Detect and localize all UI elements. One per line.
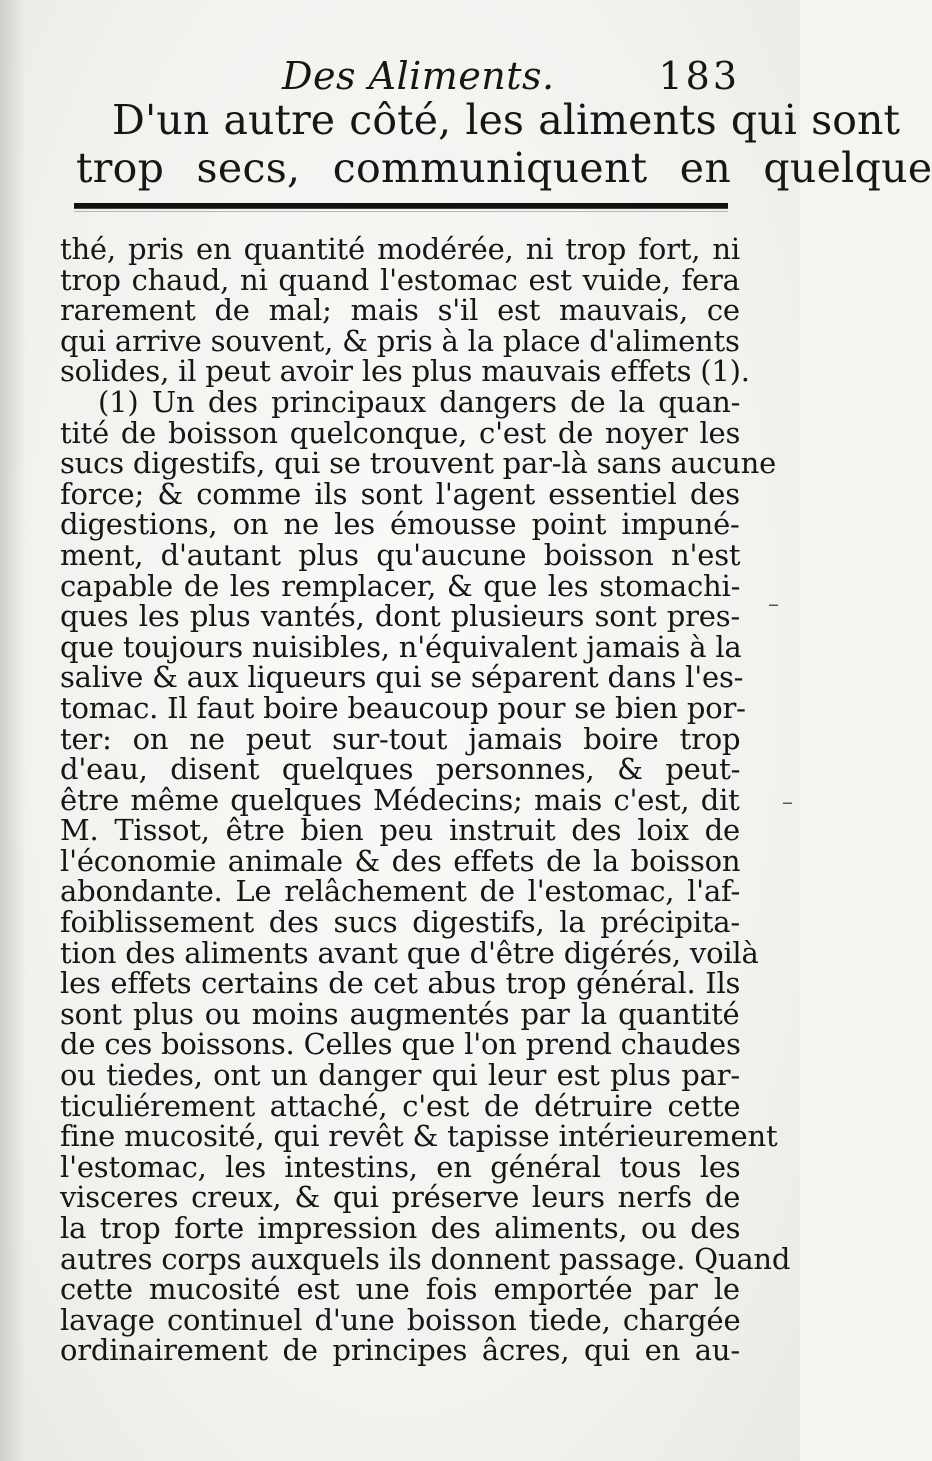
text-line: abondante. Le relâchement de l'estomac, l'af- — [60, 874, 741, 909]
text-line: M. Tissot, être bien peu instruit des loix de — [60, 813, 740, 848]
page-header — [40, 54, 740, 102]
text-line: rarement de mal; mais s'il est mauvais, ce — [60, 293, 740, 328]
text-line: thé, pris en quantité modérée, ni trop fort, ni — [60, 232, 740, 266]
text-line: D'un autre côté, les aliments qui sont — [112, 96, 901, 144]
text-line: trop chaud, ni quand l'estomac est vuide, fera — [60, 262, 740, 297]
text-line: tion des aliments avant que d'être digérés, voilà — [60, 935, 759, 970]
text-line: sucs digestifs, qui se trouvent par-là sans aucune — [60, 446, 777, 481]
text-line: être même quelques Médecins; mais c'est, dit — [60, 782, 740, 817]
text-line: ou tiedes, ont un danger qui leur est plus par- — [60, 1058, 740, 1093]
page-number: 183 — [658, 54, 740, 98]
margin-mark: – — [768, 592, 779, 617]
text-line: capable de les remplacer, & que les stomachi- — [60, 568, 741, 603]
text-line: d'eau, disent quelques personnes, & peut- — [60, 752, 741, 787]
text-line: cette mucosité est une fois emportée par le — [60, 1272, 740, 1307]
running-title: Des Aliments. — [282, 54, 555, 98]
main-text-block — [60, 232, 791, 1368]
text-line: ment, d'autant plus qu'aucune boisson n'est — [60, 537, 741, 572]
text-line: ter: on ne peut sur-tout jamais boire trop — [60, 721, 741, 756]
text-line: qui arrive souvent, & pris à la place d'aliments — [60, 323, 740, 358]
text-line: de ces boissons. Celles que l'on prend chaudes — [60, 1027, 741, 1062]
text-line: ticuliérement attaché, c'est de détruire cette — [60, 1088, 741, 1123]
text-line: solides, il peut avoir les plus mauvais effets (1). — [60, 354, 750, 389]
page-gutter-shadow — [0, 0, 26, 1461]
section-divider-rule — [74, 203, 728, 209]
text-line: visceres creux, & qui préserve leurs nerfs de — [60, 1180, 741, 1215]
text-line: sont plus ou moins augmentés par la quantité — [60, 996, 740, 1031]
text-line: tité de boisson quelconque, c'est de noyer les — [60, 415, 741, 450]
text-line: ordinairement de principes âcres, qui en au- — [60, 1333, 740, 1368]
text-line: foiblissement des sucs digestifs, la précipita- — [60, 905, 740, 940]
text-line: force; & comme ils sont l'agent essentiel des — [60, 476, 740, 511]
text-line: salive & aux liqueurs qui se séparent dans l'es- — [60, 660, 744, 695]
bleed-through-previous-text — [76, 96, 932, 192]
text-line: l'estomac, les intestins, en général tous les — [60, 1149, 741, 1184]
text-line: l'économie animale & des effets de la boisson — [60, 843, 741, 878]
text-line: ques les plus vantés, dont plusieurs sont pres- — [60, 599, 740, 634]
text-line: les effets certains de cet abus trop général. Ils — [60, 966, 741, 1001]
text-line: tomac. Il faut boire beaucoup pour se bien por- — [60, 690, 746, 725]
text-line: lavage continuel d'une boisson tiede, chargée — [60, 1302, 741, 1337]
text-line: trop secs, communiquent en quelque — [76, 144, 932, 192]
text-line: digestions, on ne les émousse point impuné- — [60, 507, 740, 542]
text-line: que toujours nuisibles, n'équivalent jamais à la — [60, 629, 742, 664]
text-line: la trop forte impression des aliments, ou des — [60, 1211, 741, 1245]
margin-mark: – — [782, 790, 793, 815]
text-line: fine mucosité, qui revêt & tapisse intérieurement — [60, 1119, 778, 1154]
text-line: autres corps auxquels ils donnent passage. Quand — [60, 1241, 791, 1276]
footnote-first-line: (1) Un des principaux dangers de la quan- — [98, 384, 741, 419]
